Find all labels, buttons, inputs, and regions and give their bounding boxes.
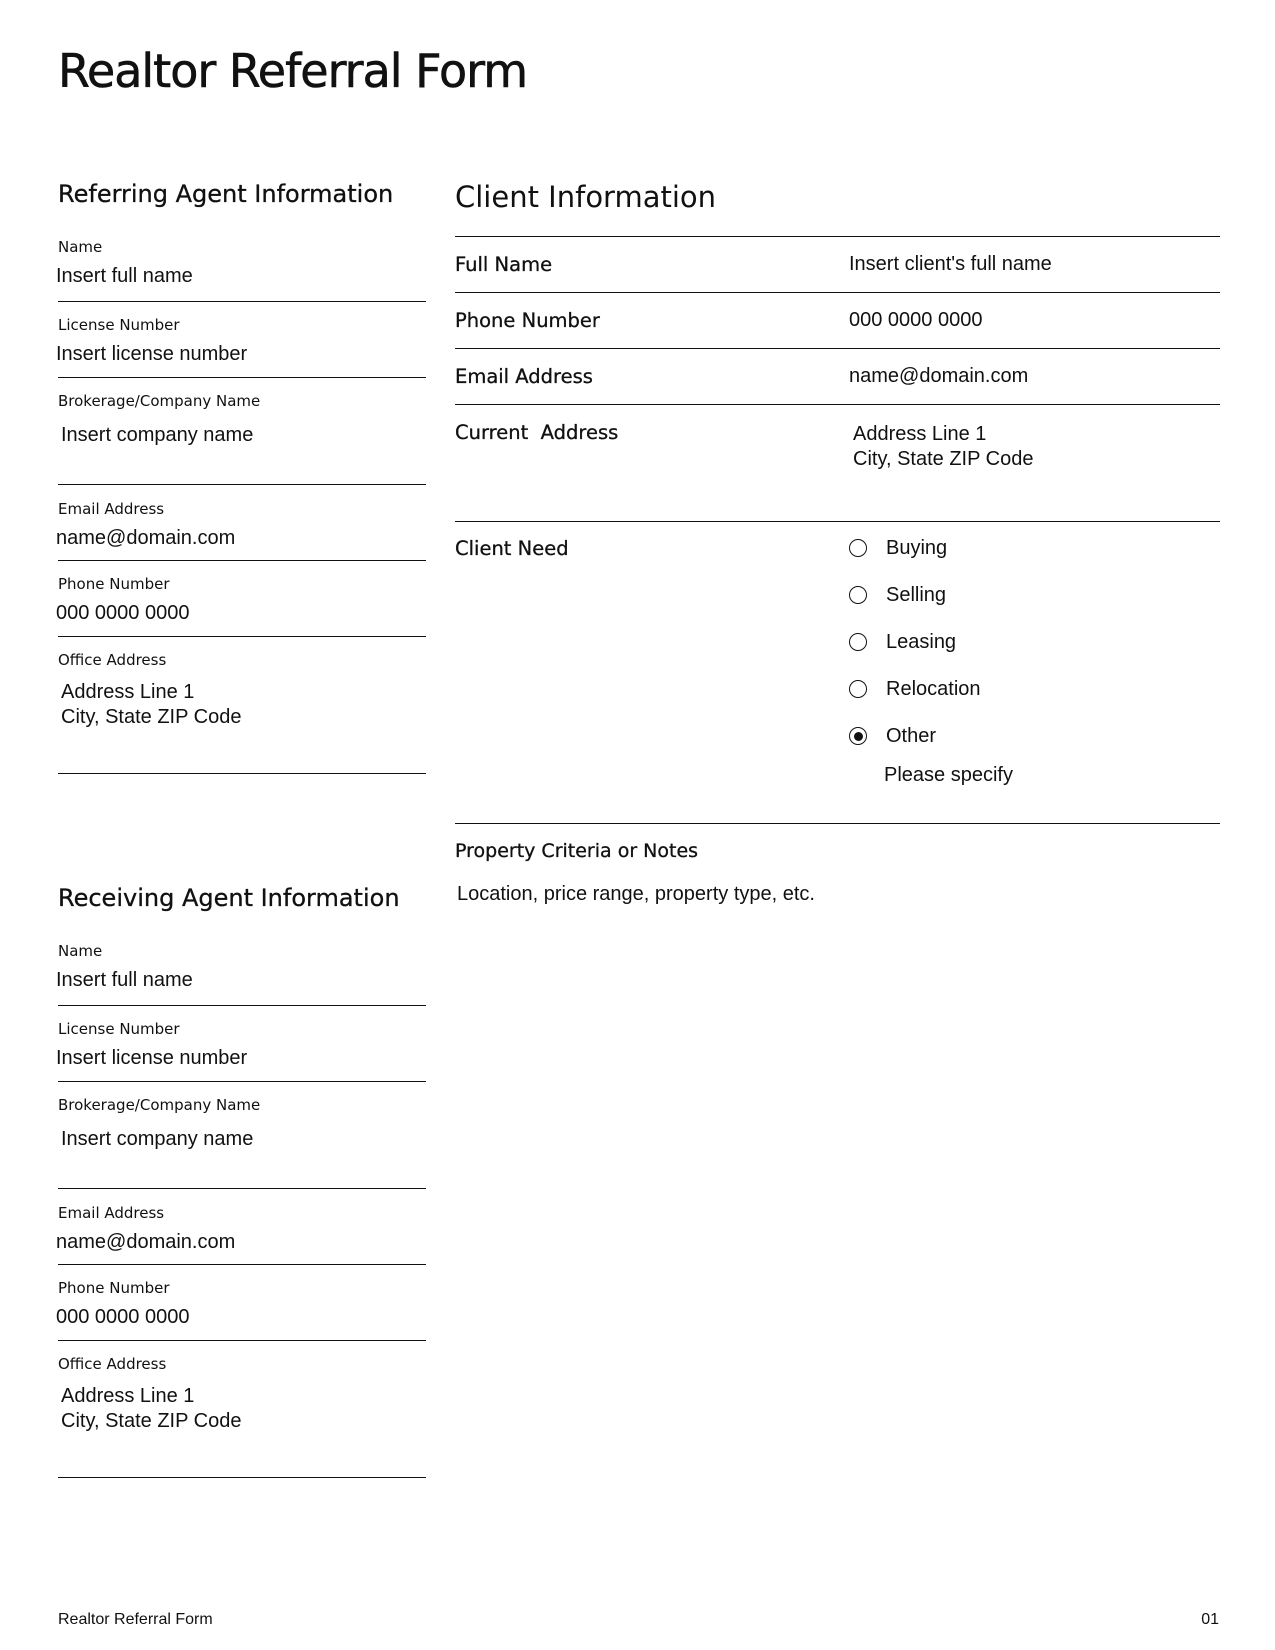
client-phone-row — [455, 292, 1220, 348]
radio-circle-icon[interactable] — [849, 633, 867, 651]
receiving-name-field[interactable] — [58, 940, 426, 1006]
client-full-name-row — [455, 236, 1220, 292]
referring-company-field[interactable] — [58, 378, 426, 485]
receiving-email-field[interactable] — [58, 1189, 426, 1265]
client-address-input[interactable]: Address Line 1 City, State ZIP Code — [853, 423, 1034, 470]
referring-email-field[interactable] — [58, 485, 426, 561]
client-notes-row — [455, 823, 1220, 974]
field-label: Office Address — [58, 651, 167, 669]
radio-circle-icon[interactable] — [849, 680, 867, 698]
row-label: Phone Number — [455, 309, 600, 332]
field-label: License Number — [58, 316, 180, 334]
radio-label: Leasing — [886, 630, 957, 653]
client-email-row — [455, 348, 1220, 404]
client-address-row — [455, 404, 1220, 521]
receiving-license-field[interactable] — [58, 1006, 426, 1082]
referring-agent-fields — [58, 236, 426, 774]
row-label: Property Criteria or Notes — [455, 840, 699, 862]
receiving-phone-field[interactable] — [58, 1265, 426, 1341]
referring-company-input[interactable]: Insert company name — [61, 424, 254, 446]
radio-relocation[interactable] — [849, 675, 981, 703]
row-label: Email Address — [455, 365, 593, 388]
page-title: Realtor Referral Form — [58, 44, 528, 98]
receiving-phone-input[interactable]: 000 0000 0000 — [56, 1306, 190, 1328]
referring-office-input[interactable]: Address Line 1 City, State ZIP Code — [61, 681, 242, 728]
row-label: Client Need — [455, 537, 569, 560]
radio-label: Buying — [886, 536, 948, 559]
referring-office-field[interactable] — [58, 637, 426, 774]
receiving-office-input[interactable]: Address Line 1 City, State ZIP Code — [61, 1385, 242, 1432]
radio-selling[interactable] — [849, 581, 946, 609]
radio-leasing[interactable] — [849, 628, 956, 656]
referring-license-field[interactable] — [58, 302, 426, 378]
field-label: Email Address — [58, 1204, 165, 1222]
field-label: Phone Number — [58, 1279, 170, 1297]
field-label: Name — [58, 238, 103, 256]
client-full-name-input[interactable]: Insert client's full name — [849, 253, 1052, 275]
radio-label: Other — [886, 724, 937, 747]
field-label: Phone Number — [58, 575, 170, 593]
client-email-input[interactable]: name@domain.com — [849, 365, 1029, 387]
referring-license-input[interactable]: Insert license number — [56, 343, 248, 365]
receiving-agent-fields — [58, 940, 426, 1478]
radio-buying[interactable] — [849, 534, 947, 562]
footer-title: Realtor Referral Form — [58, 1611, 213, 1628]
field-label: Name — [58, 942, 103, 960]
referring-name-field[interactable] — [58, 236, 426, 302]
field-label: Brokerage/Company Name — [58, 392, 261, 410]
client-phone-input[interactable]: 000 0000 0000 — [849, 309, 983, 331]
receiving-company-field[interactable] — [58, 1082, 426, 1189]
radio-circle-icon[interactable] — [849, 539, 867, 557]
referring-name-input[interactable]: Insert full name — [56, 265, 193, 287]
referring-agent-heading: Referring Agent Information — [58, 180, 394, 208]
row-label: Current Address — [455, 421, 619, 444]
radio-selected-icon[interactable] — [849, 727, 867, 745]
receiving-email-input[interactable]: name@domain.com — [56, 1231, 236, 1253]
field-label: Email Address — [58, 500, 165, 518]
field-label: Brokerage/Company Name — [58, 1096, 261, 1114]
page-number: 01 — [1201, 1611, 1219, 1628]
referring-phone-field[interactable] — [58, 561, 426, 637]
field-label: Office Address — [58, 1355, 167, 1373]
receiving-name-input[interactable]: Insert full name — [56, 969, 193, 991]
radio-other[interactable] — [849, 722, 936, 750]
receiving-office-field[interactable] — [58, 1341, 426, 1478]
radio-label: Relocation — [886, 677, 981, 700]
row-label: Full Name — [455, 253, 553, 276]
client-info-heading: Client Information — [455, 180, 717, 214]
other-specify-input[interactable]: Please specify — [884, 764, 1013, 786]
client-info-table — [455, 236, 1220, 974]
field-label: License Number — [58, 1020, 180, 1038]
client-notes-input[interactable]: Location, price range, property type, etc. — [457, 883, 815, 905]
referring-phone-input[interactable]: 000 0000 0000 — [56, 602, 190, 624]
referring-email-input[interactable]: name@domain.com — [56, 527, 236, 549]
receiving-company-input[interactable]: Insert company name — [61, 1128, 254, 1150]
radio-circle-icon[interactable] — [849, 586, 867, 604]
receiving-license-input[interactable]: Insert license number — [56, 1047, 248, 1069]
receiving-agent-heading: Receiving Agent Information — [58, 884, 400, 912]
client-need-row — [455, 521, 1220, 823]
radio-label: Selling — [886, 583, 947, 606]
